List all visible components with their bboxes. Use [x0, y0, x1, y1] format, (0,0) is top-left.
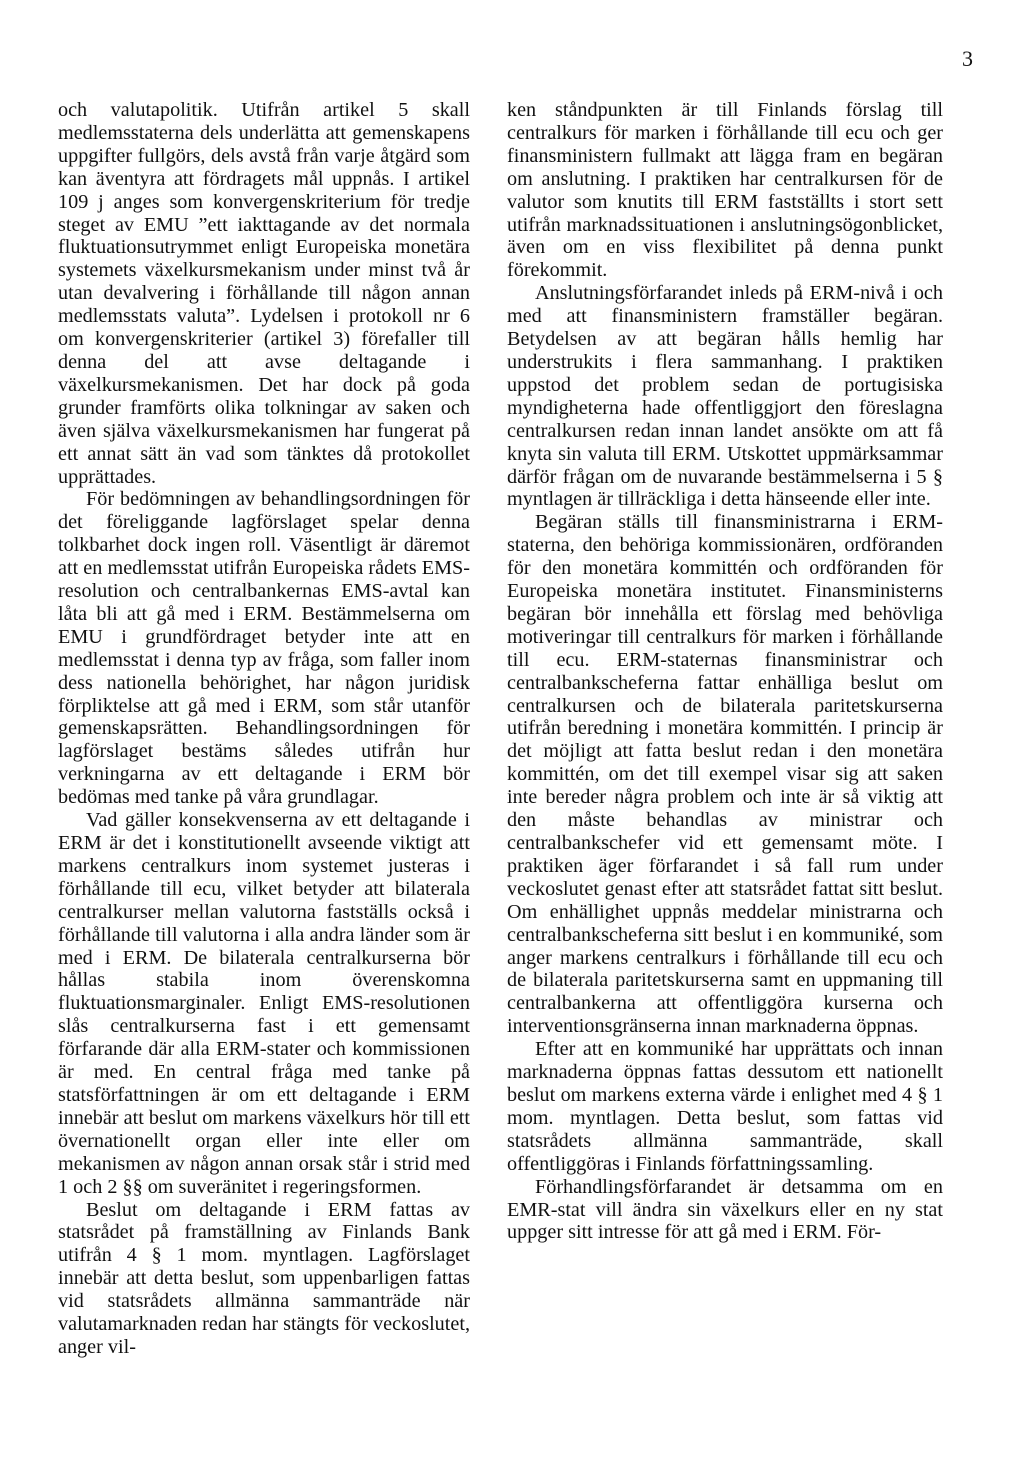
left-paragraph-2: För bedömningen av behandlingsordningen för det föreliggande lagförslaget spelar denna tolkbarhet dock ingen roll. Väsentligt är däremot att en medlemsstat utifrån Europeiska rådets EMS-resolution och centralbankernas EMS-avtal kan låta bli att gå med i ERM. Bestämmelserna om EMU i grundfördraget betyder inte att en medlemsstat i denna typ av fråga, som faller inom dess nationella behörighet, har någon juridisk förpliktelse att gå med i ERM, som står utanför gemenskapsrätten. Behandlingsordningen för lagförslaget bestäms således utifrån hur verkningarna av ett deltagande i ERM bör bedömas med tanke på våra grundlagar.	[58, 488, 470, 809]
left-paragraph-3: Vad gäller konsekvenserna av ett deltagande i ERM är det i konstitutionellt avseende viktigt att markens centralkurs inom systemet justeras i förhållande till ecu, vilket betyder att bilaterala centralkurser mellan valutorna fastställs också i förhållande till valutorna i alla andra länder som är med i ERM. De bilaterala centralkurserna bör hållas stabila inom överenskomna fluktuationsmarginaler. Enligt EMS-resolutionen slås centralkurserna fast i ett gemensamt förfarande där alla ERM-stater och kommissionen är med. En central fråga med tanke på statsförfattningen är om ett deltagande i ERM innebär att beslut om markens växelkurs hör till ett övernationellt organ eller inte eller om mekanismen av någon annan orsak står i strid med 1 och 2 §§ om suveränitet i regeringsformen.	[58, 809, 470, 1198]
right-paragraph-5: Förhandlingsförfarandet är detsamma om en EMR-stat vill ändra sin växelkurs eller en ny stat uppger sitt intresse för att gå med i ERM. För-	[507, 1175, 943, 1244]
left-paragraph-1: och valutapolitik. Utifrån artikel 5 skall medlemsstaterna dels underlätta att gemenskapens uppgifter fullgörs, dels avstå från varje åtgärd som kan äventyra att fördragets mål uppnås. I artikel 109 j anges som konvergenskriterium för tredje steget av EMU ”ett iakttagande av det normala fluktuationsutrymmet enligt Europeiska monetära systemets växelkursmekanism under minst två år utan devalvering i förhållande till någon annan medlemsstats valuta”. Lydelsen i protokoll nr 6 om konvergenskriterier (artikel 3) förefaller till denna del att avse deltagande i växelkursmekanismen. Det har dock på goda grunder framförts olika tolkningar av saken och även själva växelkursmekanismen har fungerat på ett annat sätt än vad som tänktes då protokollet upprättades.	[58, 99, 470, 488]
right-paragraph-2: Anslutningsförfarandet inleds på ERM-nivå i och med att finansministern framställer begäran. Betydelsen av att begäran hålls hemlig har understrukits i flera sammanhang. I praktiken uppstod det problem sedan de portugisiska myndigheterna hade offentliggjort den föreslagna centralkursen redan innan landet ansökte om att få knyta sin valuta till ERM. Utskottet uppmärksammar därför frågan om de nuvarande bestämmelserna i 5 § myntlagen är tillräckliga i detta hänseende eller inte.	[507, 282, 943, 511]
right-text-column	[507, 99, 943, 1244]
left-text-column	[58, 99, 470, 1359]
left-paragraph-4: Beslut om deltagande i ERM fattas av statsrådet på framställning av Finlands Bank utifrån 4 § 1 mom. myntlagen. Lagförslaget innebär att detta beslut, som uppenbarligen fattas vid statsrådets allmänna sammanträde när valutamarknaden redan har stängts för veckoslutet, anger vil-	[58, 1198, 470, 1358]
right-paragraph-4: Efter att en kommuniké har upprättats och innan marknaderna öppnas fattas dessutom ett nationellt beslut om markens externa värde i enlighet med 4 § 1 mom. myntlagen. Detta beslut, som fattas vid statsrådets allmänna sammanträde, skall offentliggöras i Finlands författningssamling.	[507, 1038, 943, 1175]
page-number: 3	[962, 46, 973, 71]
right-paragraph-3: Begäran ställs till finansministrarna i ERM-staterna, den behöriga kommissionären, ordföranden för den monetära kommittén och ordföranden för Europeiska monetära institutet. Finansministerns begäran bör innehålla ett förslag med behövliga motiveringar till centralkurs för marken i förhållande till ecu. ERM-staternas finansministrar och centralbankscheferna fattar enhälliga beslut om centralkursen och de bilaterala paritetskurserna utifrån beredning i monetära kommittén. I princip är det möjligt att fatta beslut redan i den monetära kommittén, om det till exempel visar sig att saken inte bereder några problem och inte är så viktig att den måste behandlas av ministrar och centralbankschefer vid ett gemensamt möte. I praktiken äger förfarandet i så fall rum under veckoslutet genast efter att statsrådet fattat sitt beslut. Om enhällighet uppnås meddelar ministrarna och centralbankscheferna sitt beslut i en kommuniké, som anger markens centralkurs i förhållande till ecu och de bilaterala paritetskurserna samt en uppmaning till centralbankerna att offentliggöra kurserna och interventionsgränserna innan marknaderna öppnas.	[507, 511, 943, 1038]
right-paragraph-1: ken ståndpunkten är till Finlands förslag till centralkurs för marken i förhållande till ecu och ger finansministern fullmakt att lägga fram en begäran om anslutning. I praktiken har centralkursen för de valutor som knutits till ERM fastställts i stort sett utifrån marknadssituationen i anslutningsögonblicket, även om en viss flexibilitet på denna punkt förekommit.	[507, 99, 943, 282]
